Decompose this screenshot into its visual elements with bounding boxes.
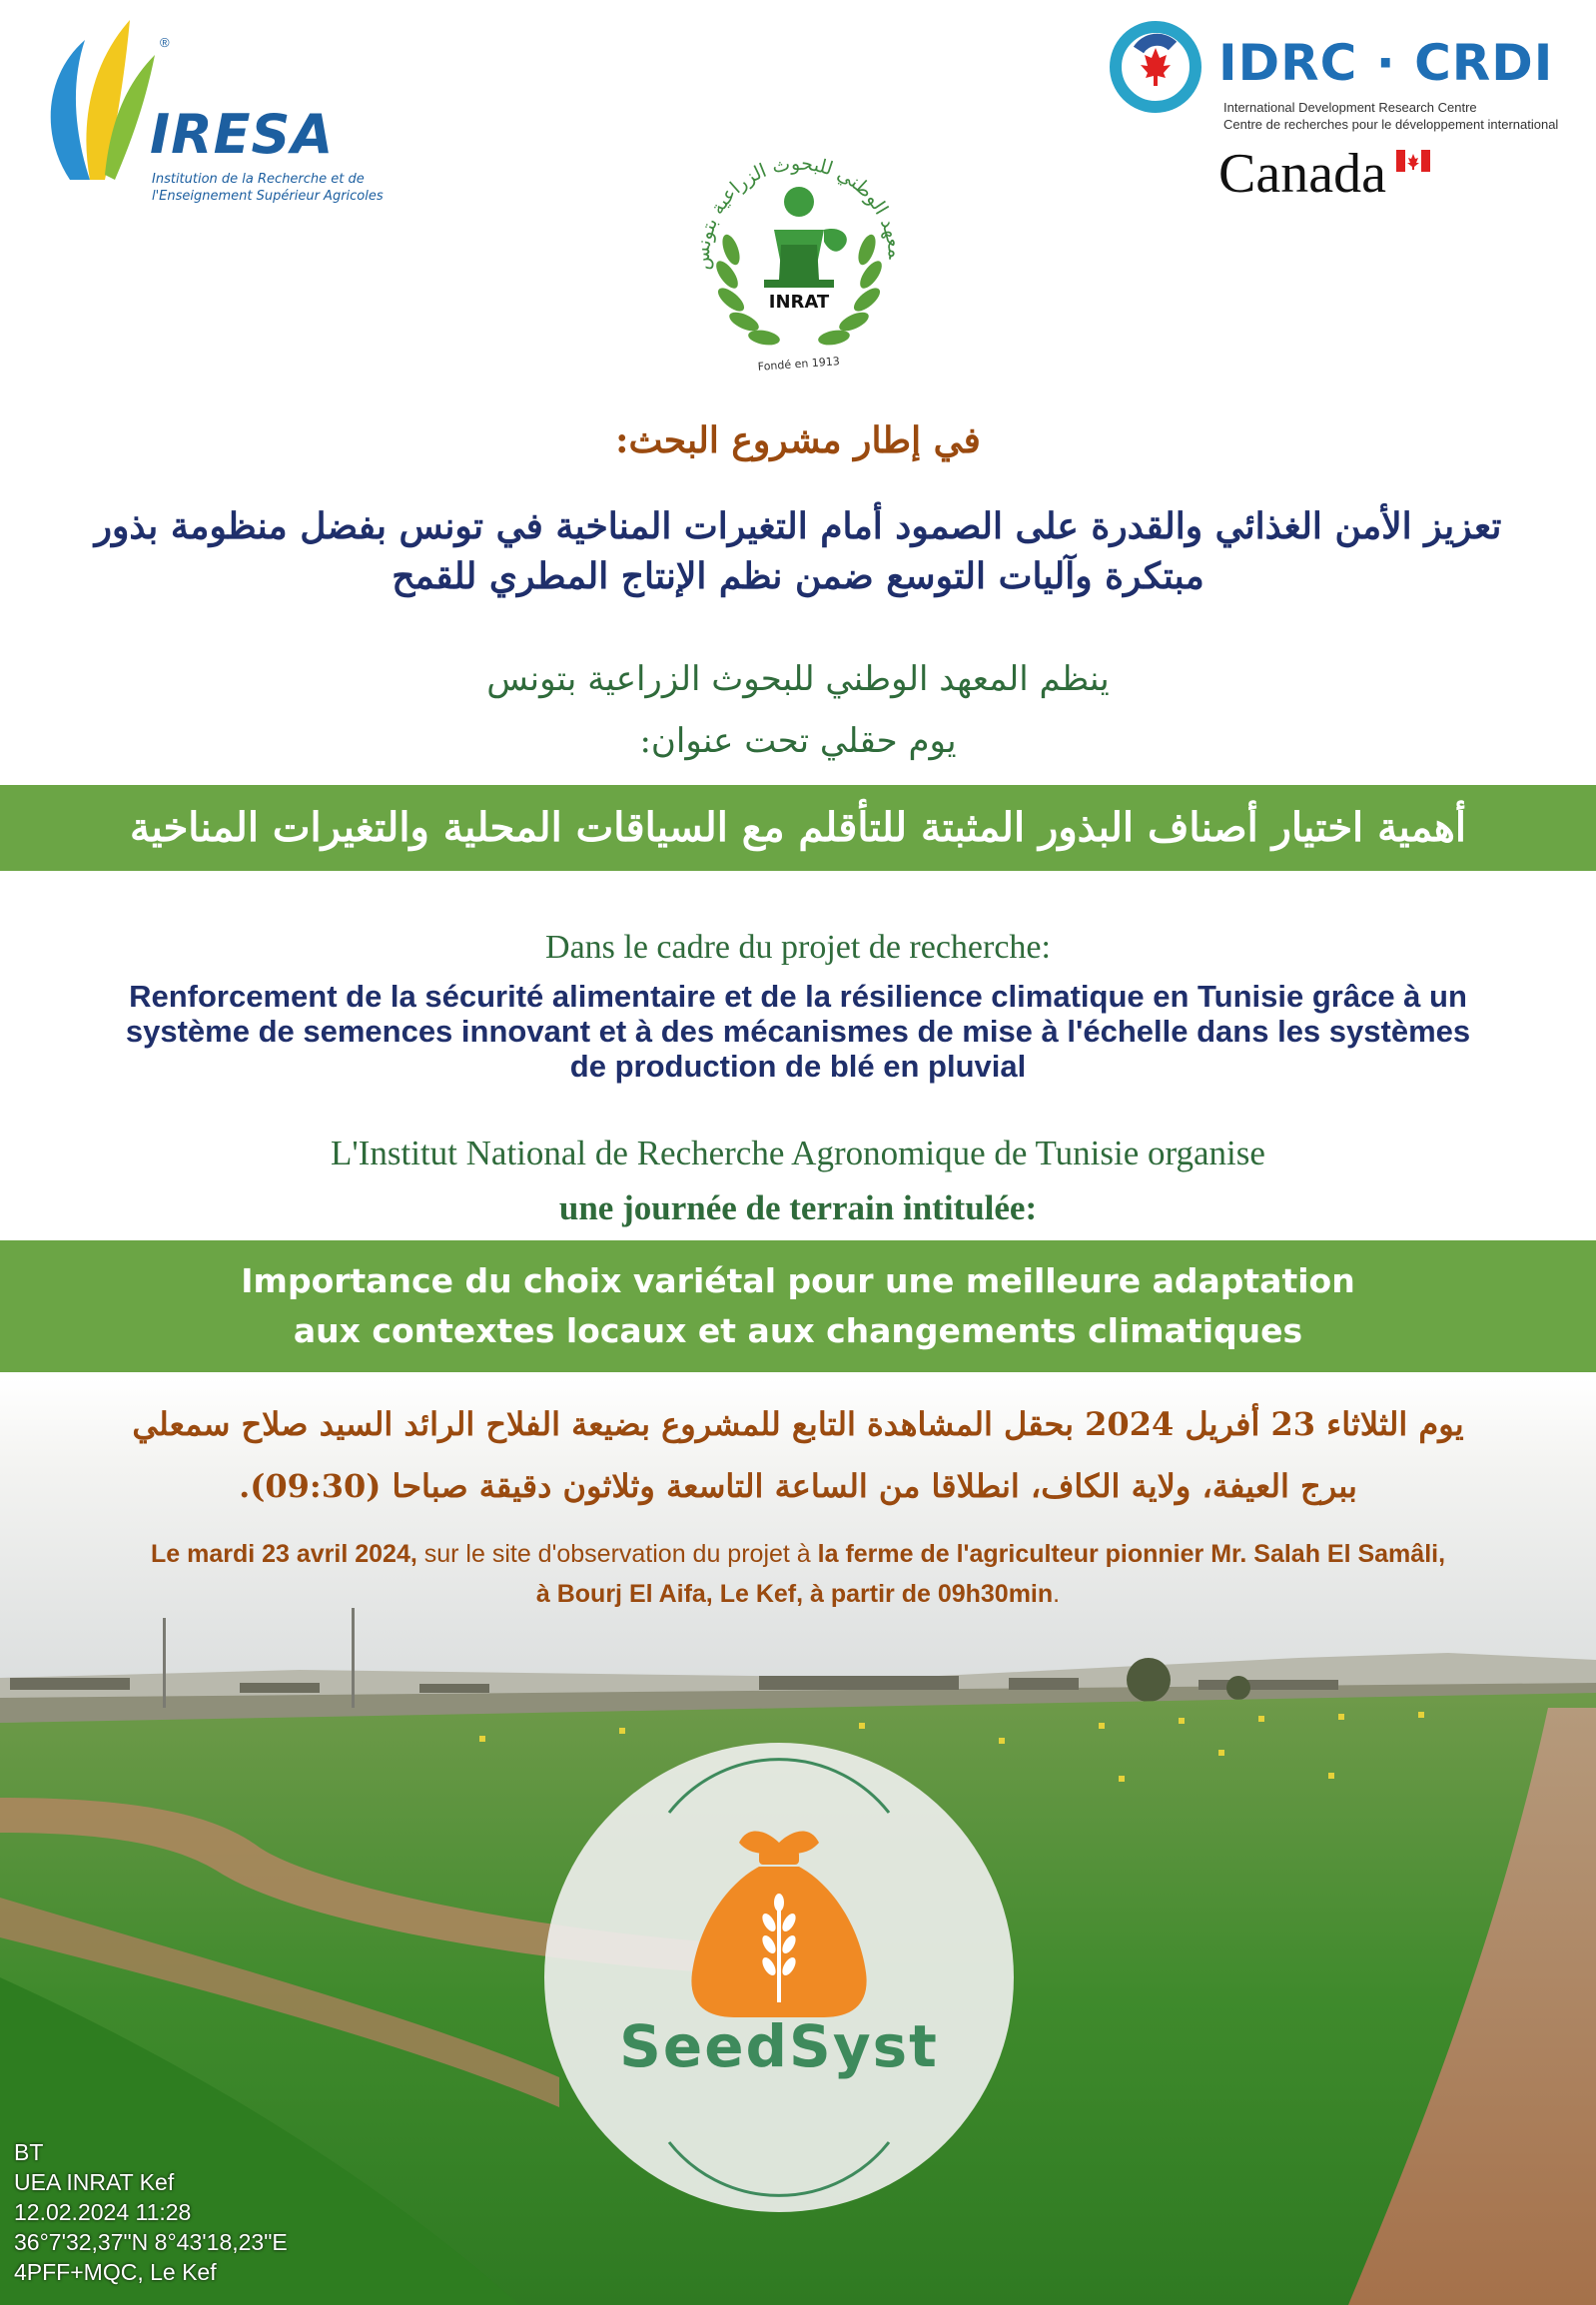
seedsyst-seal bbox=[544, 1743, 1014, 2212]
iresa-wordmark: IRESA bbox=[150, 103, 335, 166]
inrat-label: INRAT bbox=[768, 292, 830, 313]
photo-metadata-stamp: BT UEA INRAT Kef 12.02.2024 11:28 36°7'32,37"N 8°43'18,23"E 4PFF+MQC, Le Kef bbox=[14, 2139, 288, 2285]
arabic-title-banner bbox=[0, 785, 1596, 871]
french-intro: Dans le cadre du projet de recherche: bbox=[545, 929, 1051, 966]
seedsyst-logo-icon bbox=[544, 1743, 1014, 2212]
idrc-logo bbox=[1109, 20, 1588, 205]
canada-flag-icon bbox=[1396, 150, 1430, 172]
french-title-banner bbox=[0, 1240, 1596, 1372]
idrc-subtitle-fr: Centre de recherches pour le développement international bbox=[1223, 117, 1559, 132]
iresa-logo bbox=[30, 15, 419, 215]
maple-leaf-icon bbox=[1109, 20, 1203, 115]
arabic-field-day: يوم حقلي تحت عنوان: bbox=[639, 721, 957, 761]
french-banner-text: Importance du choix variétal pour une meilleure adaptation aux contextes locaux et aux changements climatiques bbox=[241, 1261, 1355, 1350]
inrat-emblem-icon bbox=[669, 130, 929, 389]
french-project-title: Renforcement de la sécurité alimentaire et de la résilience climatique en Tunisie grâce à un système de semences innovant et à des mécanismes de mise à l'échelle dans les systèmes de production de blé en pluvial bbox=[125, 979, 1471, 1084]
french-organizer: L'Institut National de Recherche Agronomique de Tunisie organise bbox=[331, 1134, 1265, 1172]
arabic-banner-text: أهمية اختيار أصناف البذور المثبتة للتأقلم مع السياقات المحلية والتغيرات المناخية bbox=[130, 804, 1466, 851]
inrat-ring-text: معهد الوطني للبحوث الزراعية بتونس bbox=[691, 152, 907, 271]
idrc-wordmark: IDRC · CRDI bbox=[1218, 34, 1554, 92]
arabic-date-location: يوم الثلاثاء 23 أفريل 2024 بحقل المشاهدة التابع للمشروع بضيعة الفلاح الرائد السيد صلاح سمعلي ببرج العيفة، ولاية الكاف، انطلاقا من الساعة التاسعة وثلاثون دقيقة صباحا (09:30). bbox=[132, 1405, 1464, 1505]
seedsyst-wordmark: SeedSyst bbox=[619, 2012, 939, 2080]
french-field-day: une journée de terrain intitulée: bbox=[558, 1188, 1038, 1227]
idrc-subtitle-en: International Development Research Centre bbox=[1223, 100, 1477, 115]
french-date-location: Le mardi 23 avril 2024, sur le site d'observation du projet à la ferme de l'agriculteur pionnier Mr. Salah El Samâli, à Bourj El Aifa, Le Kef, à partir de 09h30min. bbox=[150, 1540, 1446, 1608]
inrat-founded: Fondé en 1913 bbox=[757, 355, 841, 374]
canada-wordmark: Canada bbox=[1218, 143, 1386, 205]
registered-mark: ® bbox=[160, 35, 170, 50]
inrat-logo bbox=[669, 130, 929, 389]
iresa-subtitle: Institution de la Recherche et de l'Enseignement Supérieur Agricoles bbox=[152, 172, 384, 204]
iresa-leaves-icon bbox=[30, 15, 160, 185]
arabic-organizer: ينظم المعهد الوطني للبحوث الزراعية بتونس bbox=[486, 659, 1110, 699]
arabic-project-title: تعزيز الأمن الغذائي والقدرة على الصمود أمام التغيرات المناخية في تونس بفضل منظومة بذور مبتكرة وآليات التوسع ضمن نظم الإنتاج المطري للقمح bbox=[94, 505, 1502, 597]
arabic-intro: في إطار مشروع البحث: bbox=[615, 419, 981, 461]
